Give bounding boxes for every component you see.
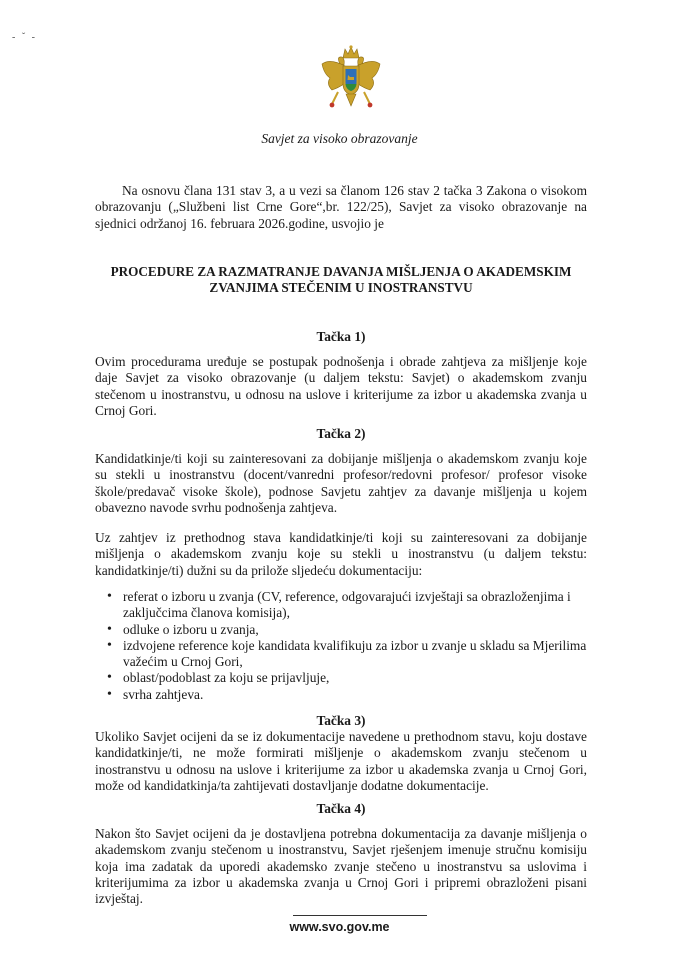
list-item: • izdvojene reference koje kandidata kvalifikuju za izbor u zvanje u skladu sa Mjerilima važećim u Crnoj Gori,: [123, 638, 633, 671]
list-item: • odluke o izboru u zvanja,: [123, 622, 633, 638]
section-heading-1: Tačka 1): [316, 329, 366, 344]
scan-mark: - ˇ -: [12, 32, 37, 43]
section-4-paragraph: Nakon što Savjet ocijeni da je dostavljena potrebna dokumentacija za davanje mišljenja o akademskom zvanju stečenom u inostranstvu, Savjet rješenjem imenuje stručnu komisiju koja ima zadatak da uporedi akademsko zvanje stečeno u inostranstvu sa uslovima i kriterijumima za izbor u akademska zvanja u Crnoj Gori i pripremi obrazloženi pisani izvještaj.: [95, 826, 587, 907]
list-item: • referat o izboru u zvanja (CV, reference, odgovarajući izvještaji sa obrazloženjima i zaključcima članova komisija),: [123, 589, 633, 622]
document-title-line-1: PROCEDURE ZA RAZMATRANJE DAVANJA MIŠLJENJA O AKADEMSKIM: [110, 264, 572, 279]
section-3-paragraph: Ukoliko Savjet ocijeni da se iz dokumentacije navedene u prethodnom stavu, koju dostave kandidatkinje/ti, ne može formirati mišljenje o akademskom zvanju stečenom u inostranstvu u odnosu na uslove i kriterijume za izbor u akademska zvanja u Crnoj Gori, može od kandidatkinja/ta zahtijevati dostavljanje dodatne dokumentacije.: [95, 729, 587, 793]
section-1-paragraph: Ovim procedurama uređuje se postupak podnošenja i obrade zahtjeva za mišljenje koje daje Savjet za visoko obrazovanje (u daljem tekstu: Savjet) o akademskom zvanju stečenom u inostranstvu, u odnosu na uslove i kriterijume za izbor u akademska zvanja u Crnoj Gori.: [95, 354, 587, 418]
intro-paragraph: Na osnovu člana 131 stav 3, a u vezi sa članom 126 stav 2 tačka 3 Zakona o visokom obrazovanju („Službeni list Crne Gore“,br. 122/25), Savjet za visoko obrazovanje na sjednici održanoj 16. februara 2026.godine, usvojio je: [95, 183, 587, 231]
list-item: • oblast/podoblast za koju se prijavljuje,: [123, 670, 633, 686]
footer-divider: [293, 915, 427, 916]
coat-of-arms-icon: [318, 44, 384, 120]
document-title: [95, 264, 587, 296]
footer-website: www.svo.gov.me: [289, 920, 390, 934]
section-heading-4: Tačka 4): [316, 801, 366, 816]
list-item: • svrha zahtjeva.: [123, 687, 633, 703]
section-2-paragraph-1: Kandidatkinje/ti koji su zainteresovani za dobijanje mišljenja o akademskom zvanju koje su stekli u inostranstvu (docent/vanredni profesor/redovni profesor/ profesor visoke škole/predavač visoke škole), podnose Savjetu zahtjev za davanje mišljenja u kojem obavezno navode svrhu podnošenja zahtjeva.: [95, 451, 587, 515]
document-title-line-2: ZVANJIMA STEČENIM U INOSTRANSTVU: [209, 280, 473, 295]
section-2-paragraph-2: Uz zahtjev iz prethodnog stava kandidatkinje/ti koji su zainteresovani za dobijanje mišljenja o akademskom zvanju koje su stekli u inostranstvu (u daljem tekstu: kandidatkinje/ti) dužni su da prilože sljedeću dokumentaciju:: [95, 530, 587, 578]
section-heading-2: Tačka 2): [316, 426, 366, 441]
section-heading-3: Tačka 3): [316, 713, 366, 728]
council-name: Savjet za visoko obrazovanje: [261, 131, 418, 146]
required-documents-list: [95, 589, 633, 703]
